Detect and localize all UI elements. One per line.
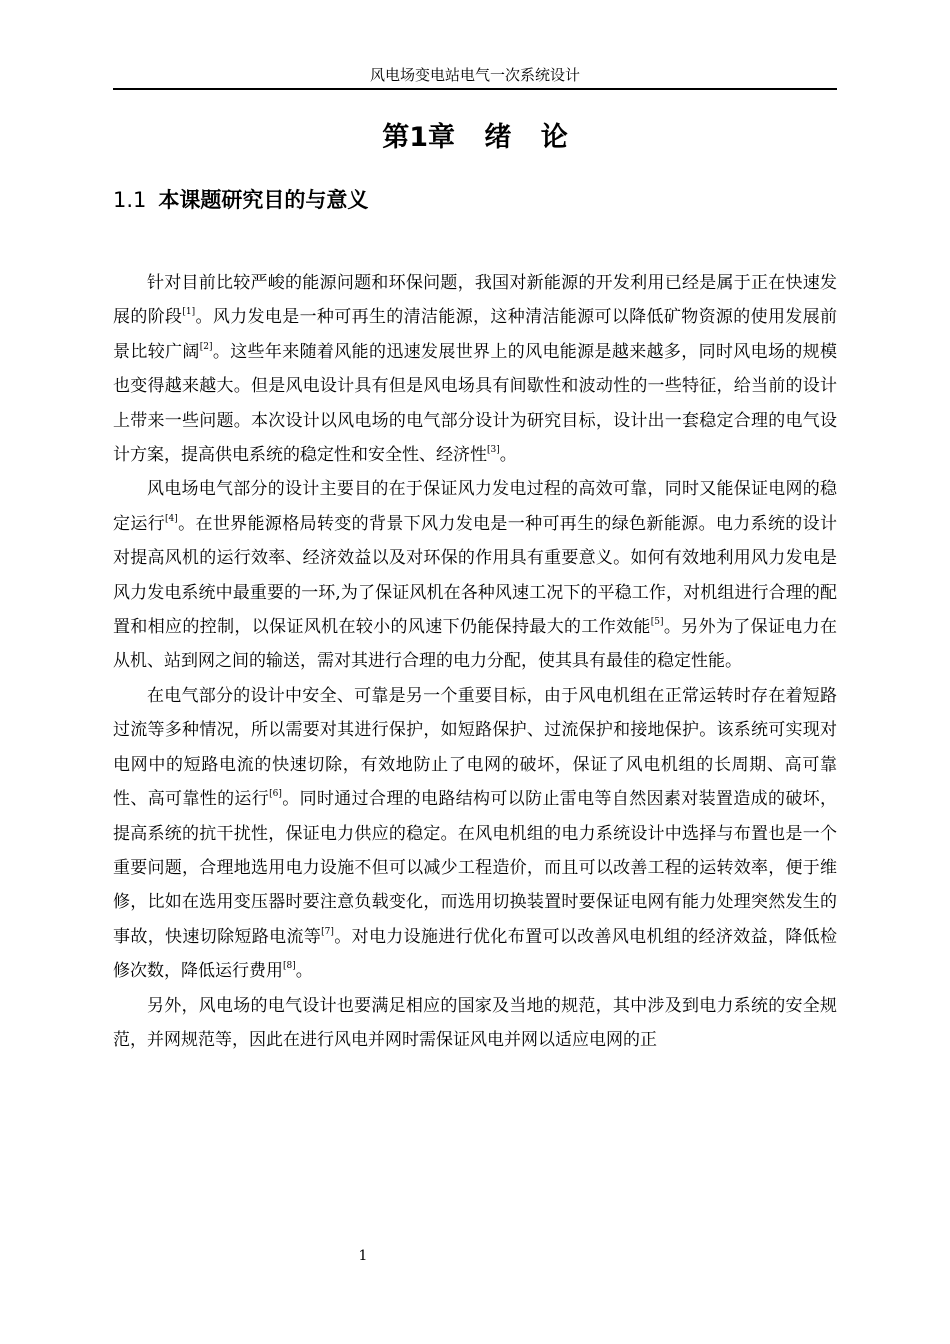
- chapter-title: 第1章 绪 论: [382, 122, 568, 153]
- paragraph-text: 另外，风电场的电气设计也要满足相应的国家及当地的规范，其中涉及到电力系统的安全规范，并网规范等，因此在进行风电并网时需保证风电并网以适应电网的正: [113, 995, 837, 1050]
- paragraph: [113, 989, 837, 1058]
- paragraph-text: 。在世界能源格局转变的背景下风力发电是一种可再生的绿色新能源。电力系统的设计对提高风机的运行效率、经济效益以及对环保的作用具有重要意义。如何有效地利用风力发电是风力发电系统中最重要的一环,为了保证风机在各种风速工况下的平稳工作，对机组进行合理的配置和相应的控制，以保证风机在较小的风速下仍能保持最大的工作效能: [113, 513, 838, 638]
- paragraph: [113, 266, 837, 472]
- section-number: 1.1: [113, 188, 147, 212]
- citation-ref: [3]: [487, 445, 500, 456]
- section-heading: [113, 183, 837, 217]
- page-number: 1: [358, 1248, 368, 1264]
- paragraph-text: 。另外为了保证电力在从机、站到网之间的输送，需对其进行合理的电力分配，使其具有最佳的稳定性能。: [113, 617, 838, 672]
- paragraph: [113, 472, 837, 678]
- section-title: 本课题研究目的与意义: [158, 188, 369, 212]
- paragraph-text: 针对目前比较严峻的能源问题和环保问题，我国对新能源的开发利用已经是属于正在快速发展的阶段: [113, 273, 837, 328]
- paragraph-text: 。: [295, 961, 313, 982]
- paragraph-text: 风电场电气部分的设计主要目的在于保证风力发电过程的高效可靠，同时又能保证电网的稳定运行: [113, 479, 837, 534]
- citation-ref: [8]: [283, 961, 296, 972]
- paragraph-text: 。: [499, 445, 517, 466]
- running-header: 风电场变电站电气一次系统设计: [369, 66, 580, 84]
- body-text: [113, 266, 837, 1057]
- paragraph-text: 。对电力设施进行优化布置可以改善风电机组的经济效益，降低检修次数，降低运行费用: [113, 926, 837, 982]
- citation-ref: [5]: [650, 617, 664, 628]
- paragraph-text: 在电气部分的设计中安全、可靠是另一个重要目标，由于风电机组在正常运转时存在着短路过流等多种情况，所以需要对其进行保护，如短路保护、过流保护和接地保护。该系统可实现对电网中的短路电流的快速切除，有效地防止了电网的破坏，保证了风电机组的长周期、高可靠性、高可靠性的运行: [113, 685, 837, 810]
- paragraph-text: 。这些年来随着风能的迅速发展世界上的风电能源是越来越多，同时风电场的规模也变得越来越大。但是风电设计具有但是风电场具有间歇性和波动性的一些特征，给当前的设计上带来一些问题。本次设计以风电场的电气部分设计为研究目标，设计出一套稳定合理的电气设计方案，提高供电系统的稳定性和安全性、经济性: [113, 341, 838, 466]
- citation-ref: [7]: [321, 926, 334, 937]
- citation-ref: [4]: [165, 513, 178, 524]
- paragraph: [113, 679, 837, 989]
- paragraph-text: 。风力发电是一种可再生的清洁能源，这种清洁能源可以降低矿物资源的使用发展前景比较广阔: [113, 307, 837, 362]
- citation-ref: [6]: [269, 789, 282, 800]
- citation-ref: [2]: [199, 341, 213, 352]
- citation-ref: [1]: [182, 307, 196, 318]
- header-rule: [113, 88, 837, 90]
- paragraph-text: 。同时通过合理的电路结构可以防止雷电等自然因素对装置造成的破坏，提高系统的抗干扰性，保证电力供应的稳定。在风电机组的电力系统设计中选择与布置也是一个重要问题，合理地选用电力设施不但可以减少工程造价，而且可以改善工程的运转效率，便于维修，比如在选用变压器时要注意负载变化，而选用切换装置时要保证电网有能力处理突然发生的事故，快速切除短路电流等: [113, 789, 838, 947]
